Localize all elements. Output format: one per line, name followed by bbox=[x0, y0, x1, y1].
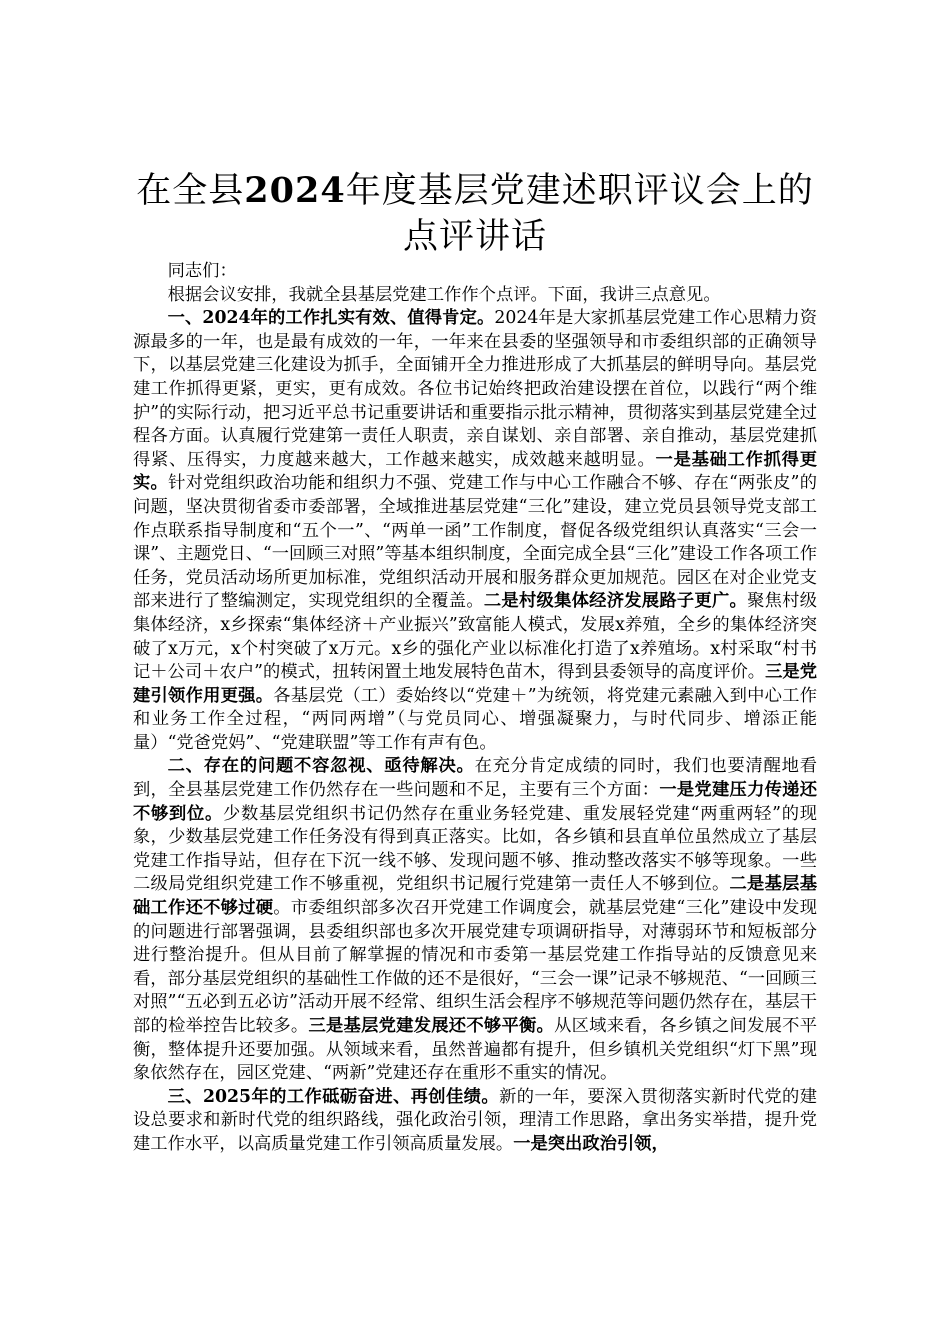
section-1-subheading-1: 一是基础工作抓得更实。 bbox=[133, 449, 817, 494]
section-3-subheading-1: 一是突出政治引领， bbox=[513, 1133, 669, 1154]
section-3-text-1: 新的一年，要深入贯彻落实新时代党的建设总要求和新时代党的组织路线，强化政治引领，理清工作思路，拿出务实举措，提升党建工作水平，以高质量党建工作引领高质量发展。 bbox=[133, 1086, 817, 1154]
section-2-text-2: 少数基层党组织书记仍然存在重业务轻党建、重发展轻党建“两重两轻”的现象，少数基层党建工作任务没有得到真正落实。比如，各乡镇和县直单位虽然成立了基层党建工作指导站，但存在下沉一线不够、发现问题不够、推动整改落实不够等现象。一些二级局党组织党建工作不够重视，党组织书记履行党建第一责任人不够到位。 bbox=[133, 803, 817, 895]
section-1-text-2: 针对党组织政治功能和组织力不强、党建工作与中心工作融合不够、存在“两张皮”的问题，坚决贯彻省委市委部署，全域推进基层党建“三化”建设，建立党员县领导党支部工作点联系指导制度和“五个一”、“两单一函”工作制度，督促各级党组织认真落实“三会一课”、主题党日、“一回顾三对照”等基本组织制度，全面完成全县“三化”建设工作各项工作任务，党员活动场所更加标准，党组织活动开展和服务群众更加规范。园区在对企业党支部来进行了整编测定，实现党组织的全覆盖。 bbox=[133, 473, 817, 612]
section-2-subheading-1: 一是党建压力传递还不够到位。 bbox=[133, 780, 817, 824]
section-1-heading: 一、2024年的工作扎实有效、值得肯定。 bbox=[167, 308, 495, 329]
title-pre: 在全县 bbox=[136, 171, 245, 211]
title-year: 2024 bbox=[244, 170, 346, 211]
document-body bbox=[133, 260, 817, 1157]
section-1-paragraph bbox=[133, 307, 817, 755]
section-1-subheading-2: 二是村级集体经济发展路子更广。 bbox=[483, 591, 748, 612]
section-1-text-3: 聚焦村级集体经济，x乡探索“集体经济＋产业振兴”致富能人模式，发展x养殖，全乡的集体经济突破了x万元，x个村突破了x万元。x乡的强化产业以标准化打造了x养殖场。x村采取“村书记＋公司＋农户”的模式，扭转闲置土地发展特色苗木，得到县委领导的高度评价。 bbox=[133, 591, 817, 683]
title-post: 年度基层党建述职评议会上的点评讲话 bbox=[345, 171, 814, 257]
section-3-paragraph bbox=[133, 1086, 817, 1157]
section-2-text-3: 。市委组织部多次召开党建工作调度会，就基层党建“三化”建设中发现的问题进行部署强调，县委组织部也多次开展党建专项调研指导，对薄弱环节和短板部分进行整治提升。但从目前了解掌握的情况和市委第一基层党建工作指导站的反馈意见来看，部分基层党组织的基础性工作做的还不是很好，“三会一课”记录不够规范、“一回顾三对照”“五必到五必访”活动开展不经常、组织生活会程序不够规范等问题仍然存在，基层干部的检举控告比较多。 bbox=[133, 898, 817, 1036]
salutation: 同志们： bbox=[167, 261, 237, 281]
section-2-heading: 二、存在的问题不容忽视、亟待解决。 bbox=[167, 756, 475, 777]
document-title bbox=[133, 168, 817, 260]
section-1-subheading-3: 三是党建引领作用更强。 bbox=[133, 662, 817, 706]
section-1-text-4: 各基层党（工）委始终以“党建＋”为统领，将党建元素融入到中心工作和业务工作全过程，“两同两增”（与党员同心、增强凝聚力，与时代同步、增添正能量）“党爸党妈”、“党建联盟”等工作有声有色。 bbox=[133, 685, 817, 753]
section-2-text-1: 在充分肯定成绩的同时，我们也要清醒地看到，全县基层党建工作仍然存在一些问题和不足，主要有三个方面： bbox=[133, 756, 817, 801]
section-1-text-1: 2024年是大家抓基层党建工作心思精力资源最多的一年，也是最有成效的一年，一年来在县委的坚强领导和市委组织部的正确领导下，以基层党建三化建设为抓手，全面铺开全力推进形成了大抓基层的鲜明导向。基层党建工作抓得更紧，更实，更有成效。各位书记始终把政治建设摆在首位，以践行“两个维护”的实际行动，把习近平总书记重要讲话和重要指示批示精神，贯彻落实到基层党建全过程各方面。认真履行党建第一责任人职责，亲自谋划、亲自部署、亲自推动，基层党建抓得紧、压得实，力度越来越大，工作越来越实，成效越来越明显。 bbox=[133, 308, 817, 470]
section-2-subheading-3: 三是基层党建发展还不够平衡。 bbox=[308, 1016, 555, 1036]
section-2-text-4: 从区域来看，各乡镇之间发展不平衡，整体提升还要加强。从领域来看，虽然普遍都有提升，但乡镇机关党组织“灯下黑”现象依然存在，园区党建、“两新”党建还存在重形不重实的情况。 bbox=[133, 1016, 817, 1084]
section-2-paragraph bbox=[133, 755, 817, 1085]
intro-paragraph: 根据会议安排，我就全县基层党建工作作个点评。下面，我讲三点意见。 bbox=[167, 284, 721, 305]
section-3-heading: 三、2025年的工作砥砺奋进、再创佳绩。 bbox=[167, 1086, 500, 1107]
section-2-subheading-2: 二是基层基础工作还不够过硬 bbox=[133, 874, 817, 919]
